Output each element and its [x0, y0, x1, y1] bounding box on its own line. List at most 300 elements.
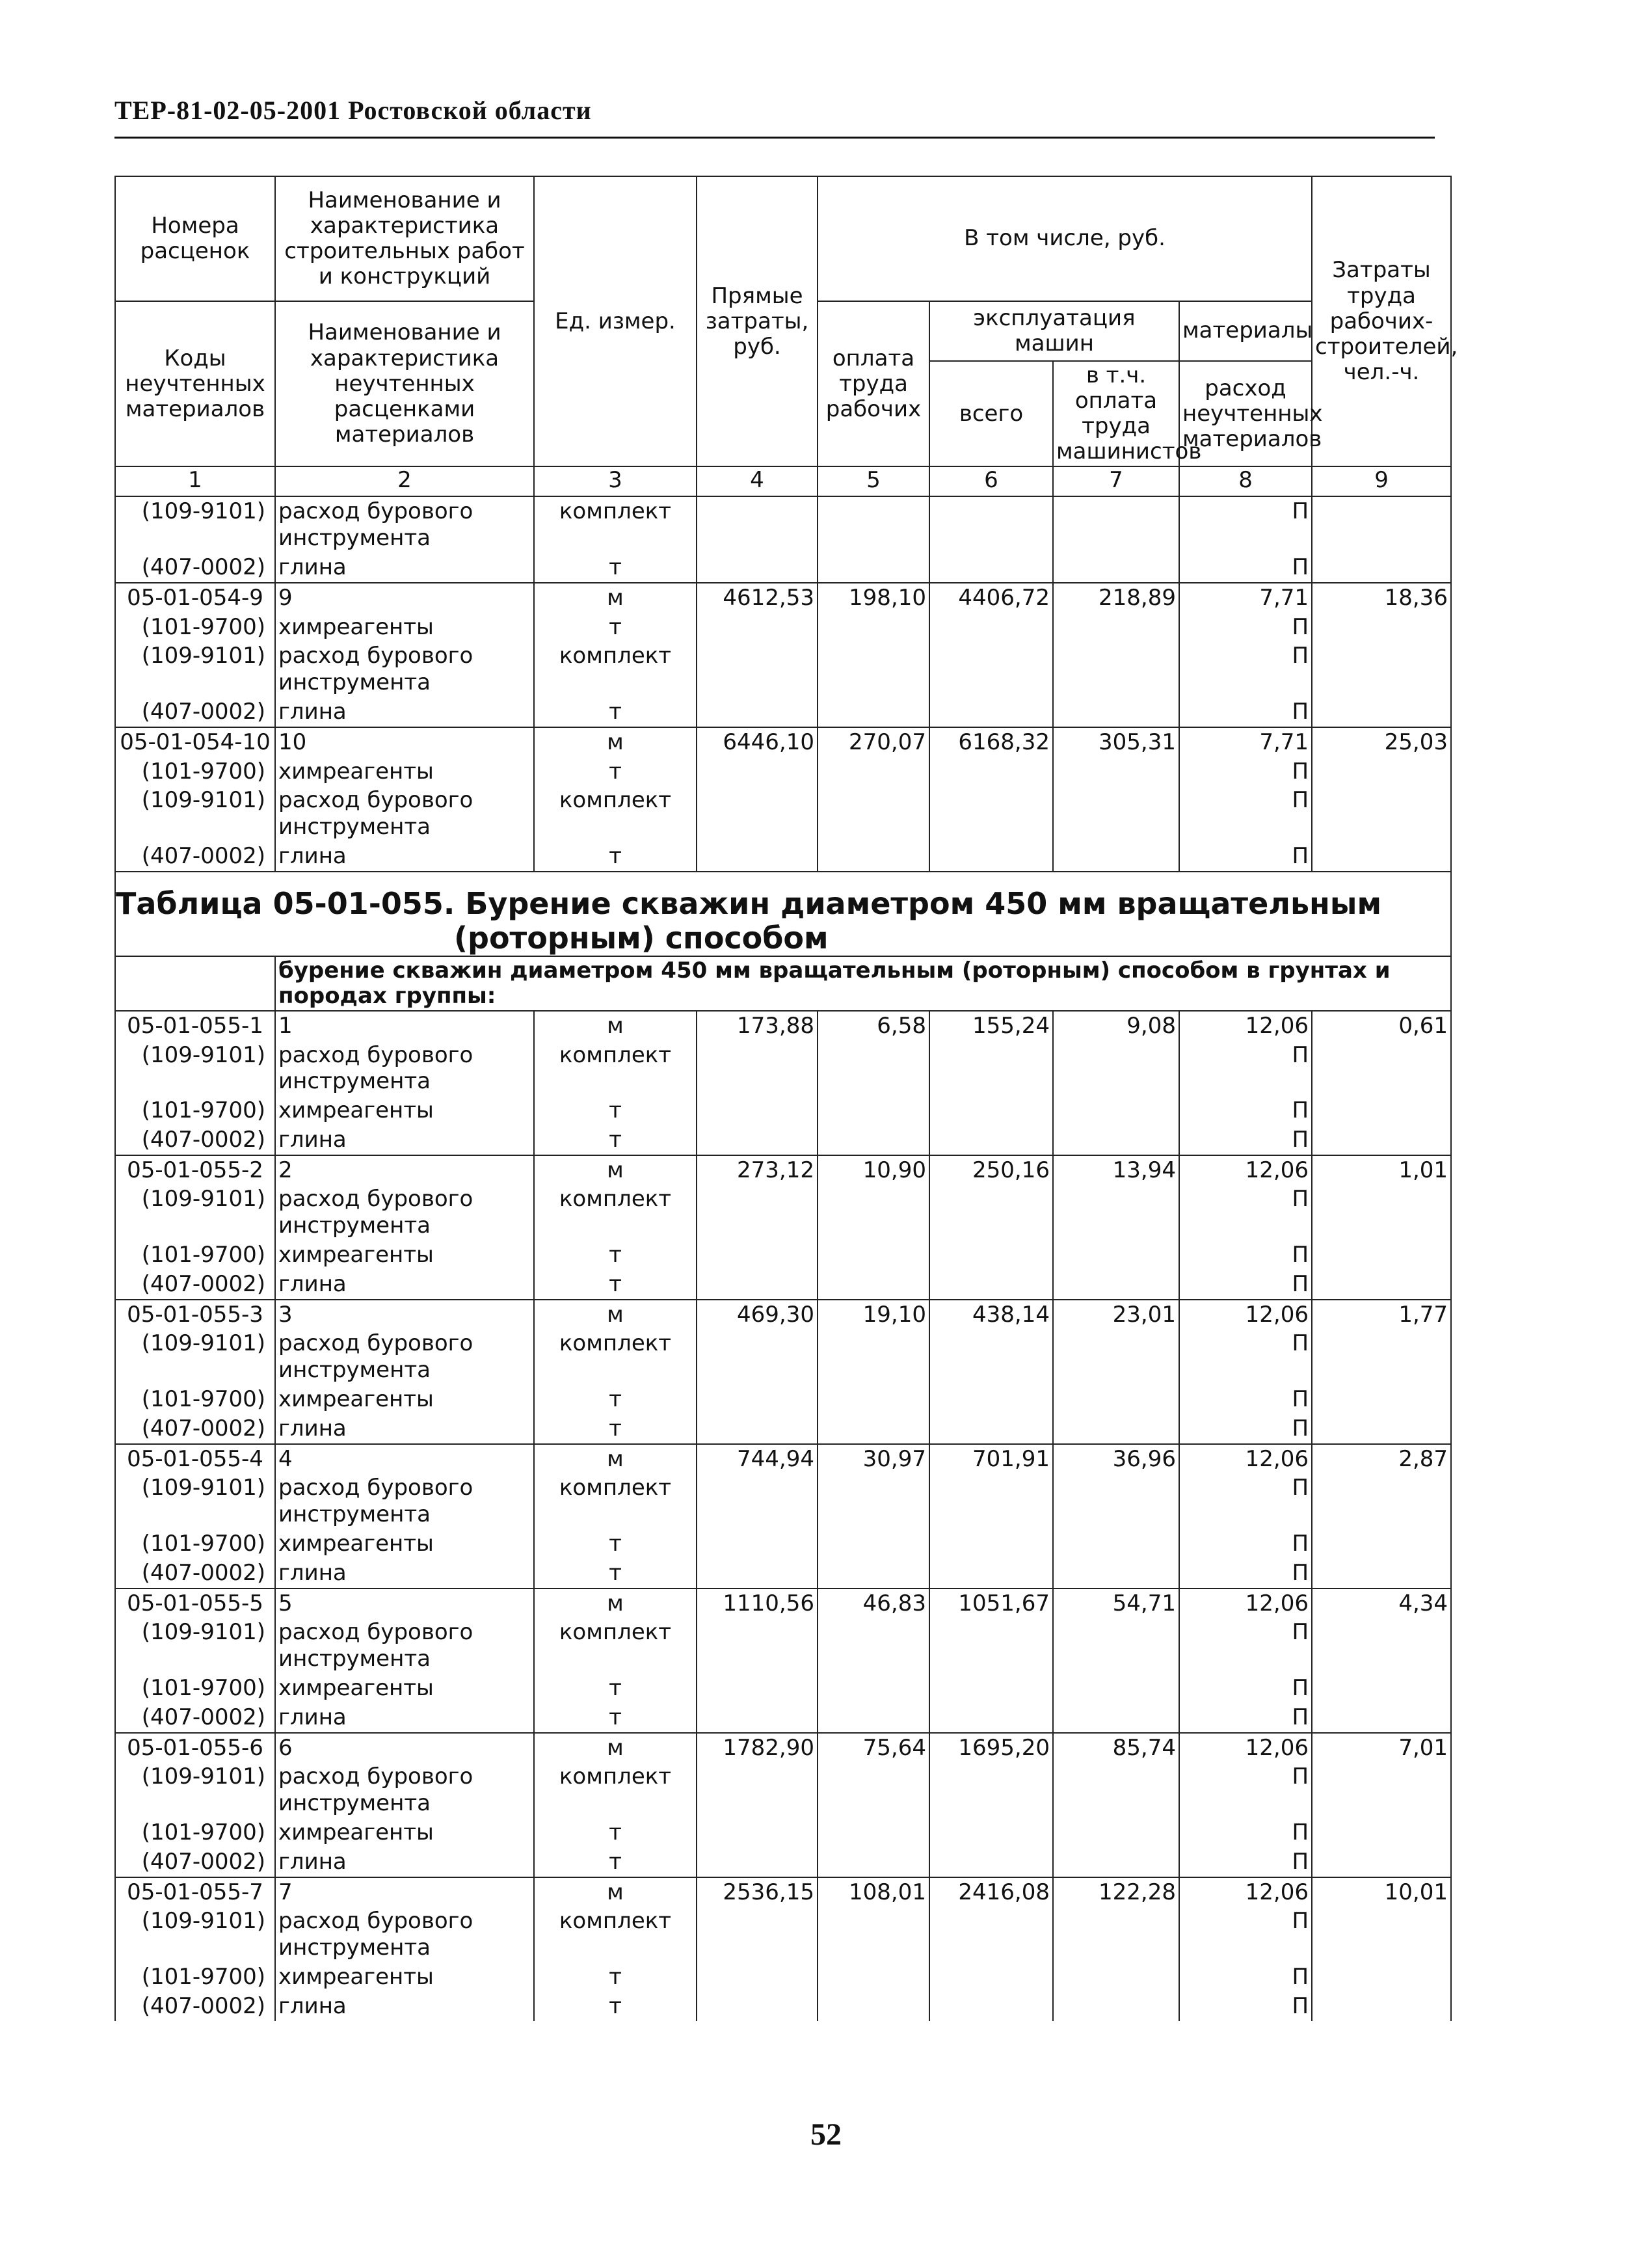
unit: т	[534, 1818, 697, 1847]
labor-cost: 30,97	[818, 1444, 929, 1474]
caption-spacer	[115, 956, 275, 1011]
rate-name: 1	[275, 1011, 534, 1041]
rate-code: (407-0002)	[115, 1559, 275, 1588]
direct-cost	[697, 1703, 818, 1733]
rate-code: (407-0002)	[115, 1992, 275, 2021]
labor-cost	[818, 786, 929, 842]
labor-hours	[1312, 1963, 1451, 1992]
unit: комплект	[534, 1618, 697, 1674]
labor-cost: 46,83	[818, 1588, 929, 1618]
machinist-labor-cost	[1053, 1618, 1179, 1674]
rate-code: (109-9101)	[115, 1473, 275, 1529]
rate-name: расход бурового инструмента	[275, 1473, 534, 1529]
materials-cost: 12,06	[1179, 1444, 1312, 1474]
materials-cost: 12,06	[1179, 1155, 1312, 1185]
labor-hours: 4,34	[1312, 1588, 1451, 1618]
material-row	[115, 1125, 1451, 1155]
materials-cost: П	[1179, 1041, 1312, 1097]
labor-hours	[1312, 1096, 1451, 1125]
machinist-labor-cost	[1053, 1847, 1179, 1877]
col5-header: оплата труда рабочих	[818, 301, 929, 466]
machinist-labor-cost	[1053, 1529, 1179, 1559]
rate-code: (101-9700)	[115, 1385, 275, 1414]
rate-code: (101-9700)	[115, 1963, 275, 1992]
direct-cost: 4612,53	[697, 583, 818, 613]
direct-cost	[697, 1762, 818, 1818]
unit: комплект	[534, 1041, 697, 1097]
rate-row	[115, 1444, 1451, 1474]
machine-cost	[929, 1674, 1053, 1703]
rate-code: (407-0002)	[115, 1703, 275, 1733]
unit: т	[534, 1414, 697, 1444]
machinist-labor-cost	[1053, 786, 1179, 842]
table-body-prev	[115, 496, 1451, 871]
rate-code: 05-01-055-2	[115, 1155, 275, 1185]
rate-name: 2	[275, 1155, 534, 1185]
labor-hours: 1,01	[1312, 1155, 1451, 1185]
materials-cost: П	[1179, 757, 1312, 786]
machinist-labor-cost	[1053, 1818, 1179, 1847]
rate-name: 3	[275, 1300, 534, 1330]
labor-hours	[1312, 1473, 1451, 1529]
materials-cost: П	[1179, 1992, 1312, 2021]
unit: т	[534, 1270, 697, 1300]
table-caption: бурение скважин диаметром 450 мм вращательным (роторным) способом в грунтах и породах группы:	[275, 956, 1451, 1011]
direct-cost	[697, 613, 818, 642]
material-row	[115, 1992, 1451, 2021]
direct-cost	[697, 1559, 818, 1588]
unit: т	[534, 1847, 697, 1877]
header-title: ТЕР-81-02-05-2001 Ростовской области	[114, 96, 592, 125]
unit: м	[534, 1733, 697, 1763]
rate-name: расход бурового инструмента	[275, 641, 534, 697]
labor-hours: 2,87	[1312, 1444, 1451, 1474]
machine-cost: 1051,67	[929, 1588, 1053, 1618]
rate-code: (101-9700)	[115, 1240, 275, 1270]
material-row	[115, 842, 1451, 872]
rate-code: (407-0002)	[115, 1125, 275, 1155]
labor-hours	[1312, 786, 1451, 842]
rate-name: 7	[275, 1877, 534, 1907]
direct-cost	[697, 1125, 818, 1155]
machine-cost	[929, 1559, 1053, 1588]
rate-name: глина	[275, 1847, 534, 1877]
machine-cost: 155,24	[929, 1011, 1053, 1041]
material-row	[115, 1096, 1451, 1125]
direct-cost	[697, 1529, 818, 1559]
rate-name: расход бурового инструмента	[275, 1185, 534, 1240]
materials-cost: П	[1179, 1529, 1312, 1559]
unit: комплект	[534, 786, 697, 842]
labor-hours: 7,01	[1312, 1733, 1451, 1763]
rate-code: (101-9700)	[115, 1529, 275, 1559]
rate-code: (407-0002)	[115, 1270, 275, 1300]
rate-name: химреагенты	[275, 757, 534, 786]
col-number: 1	[115, 466, 275, 496]
unit: т	[534, 1963, 697, 1992]
direct-cost	[697, 697, 818, 727]
labor-cost	[818, 496, 929, 553]
materials-cost: 12,06	[1179, 1733, 1312, 1763]
unit: т	[534, 697, 697, 727]
machine-cost	[929, 553, 1053, 583]
labor-cost	[818, 1847, 929, 1877]
labor-hours: 18,36	[1312, 583, 1451, 613]
rate-name: расход бурового инструмента	[275, 1907, 534, 1963]
labor-hours	[1312, 613, 1451, 642]
materials-cost: П	[1179, 1185, 1312, 1240]
direct-cost: 1782,90	[697, 1733, 818, 1763]
col2-bottom-header: Наименование и характеристика неучтенных расценками материалов	[275, 301, 534, 466]
rate-row	[115, 1588, 1451, 1618]
unit: м	[534, 1588, 697, 1618]
materials-cost: 12,06	[1179, 1300, 1312, 1330]
labor-hours	[1312, 641, 1451, 697]
materials-cost: 7,71	[1179, 727, 1312, 757]
machine-cost	[929, 1473, 1053, 1529]
labor-hours	[1312, 1385, 1451, 1414]
table-body-055	[115, 1011, 1451, 2021]
machine-cost	[929, 1907, 1053, 1963]
labor-cost	[818, 1414, 929, 1444]
material-row	[115, 1847, 1451, 1877]
direct-cost: 1110,56	[697, 1588, 818, 1618]
machinist-labor-cost	[1053, 1385, 1179, 1414]
materials-cost: П	[1179, 1618, 1312, 1674]
machinist-labor-cost	[1053, 1559, 1179, 1588]
material-row	[115, 757, 1451, 786]
labor-hours	[1312, 1907, 1451, 1963]
rate-code: (101-9700)	[115, 1096, 275, 1125]
machinist-labor-cost	[1053, 697, 1179, 727]
machine-cost	[929, 1762, 1053, 1818]
material-row	[115, 1963, 1451, 1992]
direct-cost	[697, 1041, 818, 1097]
rate-name: 5	[275, 1588, 534, 1618]
machinist-labor-cost	[1053, 1762, 1179, 1818]
col6-header: всего	[929, 361, 1053, 466]
direct-cost: 6446,10	[697, 727, 818, 757]
materials-cost: П	[1179, 1907, 1312, 1963]
machine-cost	[929, 1618, 1053, 1674]
labor-cost	[818, 1096, 929, 1125]
labor-hours	[1312, 1847, 1451, 1877]
unit: т	[534, 1674, 697, 1703]
machinist-labor-cost	[1053, 496, 1179, 553]
unit: комплект	[534, 1762, 697, 1818]
machine-cost	[929, 641, 1053, 697]
direct-cost: 173,88	[697, 1011, 818, 1041]
direct-cost	[697, 553, 818, 583]
labor-hours	[1312, 757, 1451, 786]
table-title-section	[115, 872, 1451, 1011]
labor-hours	[1312, 1992, 1451, 2021]
materials-cost: П	[1179, 786, 1312, 842]
unit: т	[534, 1125, 697, 1155]
labor-hours	[1312, 1185, 1451, 1240]
labor-hours	[1312, 553, 1451, 583]
rate-row	[115, 1011, 1451, 1041]
rate-name: расход бурового инструмента	[275, 496, 534, 553]
labor-cost	[818, 1125, 929, 1155]
col8-bottom-header: расход неучтенных материалов	[1179, 361, 1312, 466]
labor-hours	[1312, 1762, 1451, 1818]
materials-cost: П	[1179, 1963, 1312, 1992]
rate-name: глина	[275, 1559, 534, 1588]
machine-cost	[929, 1529, 1053, 1559]
machinist-labor-cost	[1053, 1992, 1179, 2021]
machinist-labor-cost	[1053, 842, 1179, 872]
rate-name: расход бурового инструмента	[275, 1041, 534, 1097]
machine-cost	[929, 842, 1053, 872]
labor-cost: 108,01	[818, 1877, 929, 1907]
labor-cost: 6,58	[818, 1011, 929, 1041]
rate-name: расход бурового инструмента	[275, 786, 534, 842]
rate-name: глина	[275, 1270, 534, 1300]
unit: м	[534, 727, 697, 757]
labor-cost	[818, 1992, 929, 2021]
machinist-labor-cost	[1053, 641, 1179, 697]
rate-name: глина	[275, 553, 534, 583]
labor-hours	[1312, 1041, 1451, 1097]
labor-cost	[818, 1329, 929, 1385]
material-row	[115, 1674, 1451, 1703]
machine-cost	[929, 757, 1053, 786]
rate-row	[115, 1733, 1451, 1763]
rate-name: химреагенты	[275, 613, 534, 642]
machinist-labor-cost	[1053, 757, 1179, 786]
col6-group-header: эксплуатация машин	[929, 301, 1179, 361]
machinist-labor-cost	[1053, 1473, 1179, 1529]
labor-cost	[818, 1618, 929, 1674]
direct-cost	[697, 1818, 818, 1847]
table-header	[115, 176, 1458, 496]
direct-cost	[697, 1618, 818, 1674]
materials-cost: П	[1179, 1385, 1312, 1414]
material-row	[115, 1329, 1451, 1385]
direct-cost	[697, 786, 818, 842]
unit: т	[534, 1529, 697, 1559]
labor-cost	[818, 641, 929, 697]
rate-name: химреагенты	[275, 1963, 534, 1992]
machine-cost: 4406,72	[929, 583, 1053, 613]
materials-cost: П	[1179, 1270, 1312, 1300]
rate-row	[115, 583, 1451, 613]
materials-cost: П	[1179, 1847, 1312, 1877]
rate-name: глина	[275, 1703, 534, 1733]
rate-row	[115, 1877, 1451, 1907]
rate-name: химреагенты	[275, 1096, 534, 1125]
materials-cost: 12,06	[1179, 1588, 1312, 1618]
materials-cost: П	[1179, 1818, 1312, 1847]
machine-cost	[929, 496, 1053, 553]
unit: комплект	[534, 1907, 697, 1963]
labor-cost	[818, 1762, 929, 1818]
machine-cost	[929, 1125, 1053, 1155]
machinist-labor-cost	[1053, 1096, 1179, 1125]
group-header: В том числе, руб.	[818, 176, 1312, 301]
materials-cost: П	[1179, 1703, 1312, 1733]
direct-cost	[697, 1414, 818, 1444]
material-row	[115, 1818, 1451, 1847]
labor-hours: 10,01	[1312, 1877, 1451, 1907]
labor-hours: 0,61	[1312, 1011, 1451, 1041]
labor-hours	[1312, 1270, 1451, 1300]
machine-cost: 438,14	[929, 1300, 1053, 1330]
material-row	[115, 1185, 1451, 1240]
materials-cost: П	[1179, 1096, 1312, 1125]
machinist-labor-cost: 85,74	[1053, 1733, 1179, 1763]
materials-cost: П	[1179, 1762, 1312, 1818]
labor-cost	[818, 1473, 929, 1529]
material-row	[115, 496, 1451, 553]
machine-cost	[929, 1703, 1053, 1733]
material-row	[115, 641, 1451, 697]
labor-cost: 75,64	[818, 1733, 929, 1763]
material-row	[115, 786, 1451, 842]
machine-cost: 6168,32	[929, 727, 1053, 757]
materials-cost: П	[1179, 1559, 1312, 1588]
col-number: 4	[697, 466, 818, 496]
col1-bottom-header: Коды неучтенных материалов	[115, 301, 275, 466]
machinist-labor-cost: 54,71	[1053, 1588, 1179, 1618]
material-row	[115, 697, 1451, 727]
labor-cost	[818, 1703, 929, 1733]
labor-hours	[1312, 697, 1451, 727]
machinist-labor-cost	[1053, 1674, 1179, 1703]
unit: м	[534, 1877, 697, 1907]
labor-cost	[818, 1185, 929, 1240]
labor-cost: 270,07	[818, 727, 929, 757]
machinist-labor-cost	[1053, 613, 1179, 642]
direct-cost	[697, 496, 818, 553]
machine-cost: 701,91	[929, 1444, 1053, 1474]
materials-cost: П	[1179, 553, 1312, 583]
labor-hours	[1312, 1329, 1451, 1385]
rate-code: 05-01-055-7	[115, 1877, 275, 1907]
machine-cost	[929, 1385, 1053, 1414]
machine-cost	[929, 1270, 1053, 1300]
unit: т	[534, 1703, 697, 1733]
material-row	[115, 1270, 1451, 1300]
direct-cost	[697, 1963, 818, 1992]
machine-cost	[929, 1992, 1053, 2021]
machinist-labor-cost: 13,94	[1053, 1155, 1179, 1185]
labor-hours	[1312, 496, 1451, 553]
labor-cost	[818, 1963, 929, 1992]
rate-name: глина	[275, 842, 534, 872]
machine-cost	[929, 1096, 1053, 1125]
unit: комплект	[534, 1329, 697, 1385]
material-row	[115, 1414, 1451, 1444]
rate-name: химреагенты	[275, 1818, 534, 1847]
rate-code: 05-01-055-4	[115, 1444, 275, 1474]
materials-cost: П	[1179, 842, 1312, 872]
rate-code: (101-9700)	[115, 1818, 275, 1847]
materials-cost: П	[1179, 1414, 1312, 1444]
direct-cost: 469,30	[697, 1300, 818, 1330]
unit: т	[534, 757, 697, 786]
unit: м	[534, 1300, 697, 1330]
materials-cost: П	[1179, 613, 1312, 642]
col-number: 5	[818, 466, 929, 496]
labor-hours	[1312, 1703, 1451, 1733]
machine-cost: 1695,20	[929, 1733, 1053, 1763]
machinist-labor-cost	[1053, 1907, 1179, 1963]
labor-cost	[818, 1270, 929, 1300]
rate-code: (109-9101)	[115, 1329, 275, 1385]
col-number: 2	[275, 466, 534, 496]
machinist-labor-cost	[1053, 1963, 1179, 1992]
labor-cost	[818, 553, 929, 583]
machine-cost: 2416,08	[929, 1877, 1053, 1907]
material-row	[115, 1907, 1451, 1963]
machinist-labor-cost	[1053, 553, 1179, 583]
col-number: 6	[929, 466, 1053, 496]
document-header	[114, 95, 1435, 139]
labor-cost: 10,90	[818, 1155, 929, 1185]
unit: т	[534, 1385, 697, 1414]
rate-name: химреагенты	[275, 1674, 534, 1703]
machinist-labor-cost	[1053, 1041, 1179, 1097]
materials-cost: 12,06	[1179, 1011, 1312, 1041]
machine-cost	[929, 1041, 1053, 1097]
col4-header: Прямые затраты, руб.	[697, 176, 818, 466]
rate-code: (109-9101)	[115, 1618, 275, 1674]
rate-name: глина	[275, 1992, 534, 2021]
rate-code: (109-9101)	[115, 1762, 275, 1818]
machine-cost: 250,16	[929, 1155, 1053, 1185]
direct-cost: 744,94	[697, 1444, 818, 1474]
unit: комплект	[534, 641, 697, 697]
rate-code: 05-01-054-10	[115, 727, 275, 757]
labor-cost	[818, 1818, 929, 1847]
materials-cost: П	[1179, 1674, 1312, 1703]
labor-hours: 1,77	[1312, 1300, 1451, 1330]
page-number: 52	[810, 2117, 842, 2152]
rate-code: (407-0002)	[115, 553, 275, 583]
rate-code: (109-9101)	[115, 1185, 275, 1240]
labor-hours	[1312, 1529, 1451, 1559]
labor-hours: 25,03	[1312, 727, 1451, 757]
rate-name: 10	[275, 727, 534, 757]
unit: м	[534, 1011, 697, 1041]
unit: т	[534, 613, 697, 642]
col7-header: в т.ч. оплата труда машинистов	[1053, 361, 1179, 466]
unit: комплект	[534, 1185, 697, 1240]
labor-cost	[818, 1907, 929, 1963]
machinist-labor-cost	[1053, 1329, 1179, 1385]
rate-code: (407-0002)	[115, 1414, 275, 1444]
machinist-labor-cost	[1053, 1703, 1179, 1733]
labor-hours	[1312, 842, 1451, 872]
labor-hours	[1312, 1240, 1451, 1270]
material-row	[115, 1703, 1451, 1733]
materials-cost: П	[1179, 697, 1312, 727]
rate-name: глина	[275, 1414, 534, 1444]
unit: комплект	[534, 1473, 697, 1529]
material-row	[115, 613, 1451, 642]
col8-top-header: материалы	[1179, 301, 1312, 361]
col-number: 7	[1053, 466, 1179, 496]
rate-row	[115, 1300, 1451, 1330]
unit: т	[534, 553, 697, 583]
rate-name: глина	[275, 1125, 534, 1155]
direct-cost	[697, 1329, 818, 1385]
rate-code: 05-01-055-5	[115, 1588, 275, 1618]
rate-name: глина	[275, 697, 534, 727]
table-title	[115, 872, 1451, 956]
